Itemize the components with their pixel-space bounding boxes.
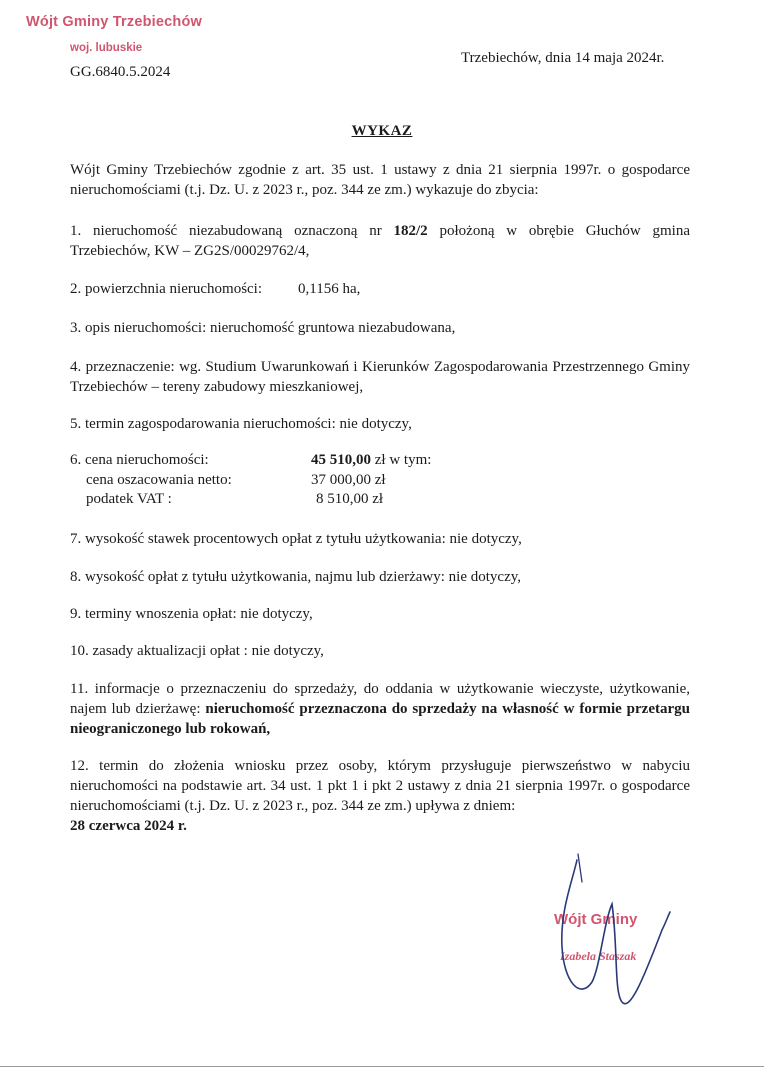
office-stamp-region: woj. lubuskie xyxy=(70,42,143,54)
item-5: 5. termin zagospodarowania nieruchomości: nie dotyczy, xyxy=(70,416,412,432)
intro-paragraph: Wójt Gminy Trzebiechów zgodnie z art. 35 ust. 1 ustawy z dnia 21 sierpnia 1997r. o gospodarce nieruchomościami (t.j. Dz. U. z 2023 r., poz. 344 ze zm.) wykazuje do zbycia: xyxy=(70,162,690,198)
item-2-area: 0,1156 ha, xyxy=(298,281,361,297)
signature-stamp-name: Izabela Staszak xyxy=(560,949,637,963)
item-4: 4. przeznaczenie: wg. Studium Uwarunkowań i Kierunków Zagospodarowania Przestrzennego Gminy Trzebiechów – tereny zabudowy mieszkaniowej, xyxy=(70,359,690,395)
item-9: 9. terminy wnoszenia opłat: nie dotyczy, xyxy=(70,606,313,622)
item-7: 7. wysokość stawek procentowych opłat z tytułu użytkowania: nie dotyczy, xyxy=(70,531,522,547)
item-12 xyxy=(70,756,690,836)
item-1 xyxy=(70,221,690,261)
handwritten-signature xyxy=(562,860,670,1004)
sale-form: nieruchomość przeznaczona do sprzedaży na własność w formie przetargu nieograniczonego lub rokowań, xyxy=(70,701,690,737)
item-12-text: 12. termin do złożenia wniosku przez osoby, którym przysługuje pierwszeństwo w nabyciu nieruchomości na podstawie art. 34 ust. 1 pkt 1 i pkt 2 ustawy z dnia 21 sierpnia 1997r. o gospodarce nieruchomościami (t.j. Dz. U. z 2023 r., poz. 344 ze zm.) upływa z dniem: xyxy=(70,758,690,814)
price-suffix: zł w tym: xyxy=(371,452,432,468)
vat-value: 8 510,00 zł xyxy=(316,491,384,507)
net-price-value: 37 000,00 zł xyxy=(311,472,386,488)
item-1-text-end: położoną w obrębie Głuchów gmina Trzebiechów, KW – ZG2S/00029762/4, xyxy=(70,223,691,259)
item-6-label: 6. cena nieruchomości: xyxy=(70,452,209,468)
item-11 xyxy=(70,679,690,739)
document-title: WYKAZ xyxy=(351,123,413,139)
item-6-price xyxy=(311,452,431,469)
page-bottom-rule xyxy=(0,1066,764,1067)
item-3: 3. opis nieruchomości: nieruchomość gruntowa niezabudowana, xyxy=(70,320,456,336)
case-reference: GG.6840.5.2024 xyxy=(70,64,171,80)
total-price: 45 510,00 xyxy=(311,452,371,468)
signature-stamp-title: Wójt Gminy xyxy=(554,911,638,928)
net-price-label: cena oszacowania netto: xyxy=(86,472,232,488)
vat-label: podatek VAT : xyxy=(86,491,172,507)
deadline-date: 28 czerwca 2024 r. xyxy=(70,818,187,834)
signature-block xyxy=(532,852,692,1022)
place-and-date: Trzebiechów, dnia 14 maja 2024r. xyxy=(461,50,665,66)
parcel-number: 182/2 xyxy=(393,223,428,239)
item-1-text: 1. nieruchomość niezabudowaną oznaczoną nr xyxy=(70,223,394,239)
item-8: 8. wysokość opłat z tytułu użytkowania, najmu lub dzierżawy: nie dotyczy, xyxy=(70,569,521,585)
item-10: 10. zasady aktualizacji opłat : nie dotyczy, xyxy=(70,643,324,659)
item-11-text: 11. informacje o przeznaczeniu do sprzedaży, do oddania w użytkowanie wieczyste, użytkowanie, najem lub dzierżawę: xyxy=(70,681,690,717)
office-stamp-title: Wójt Gminy Trzebiechów xyxy=(26,14,202,30)
item-2-label: 2. powierzchnia nieruchomości: xyxy=(70,281,263,297)
